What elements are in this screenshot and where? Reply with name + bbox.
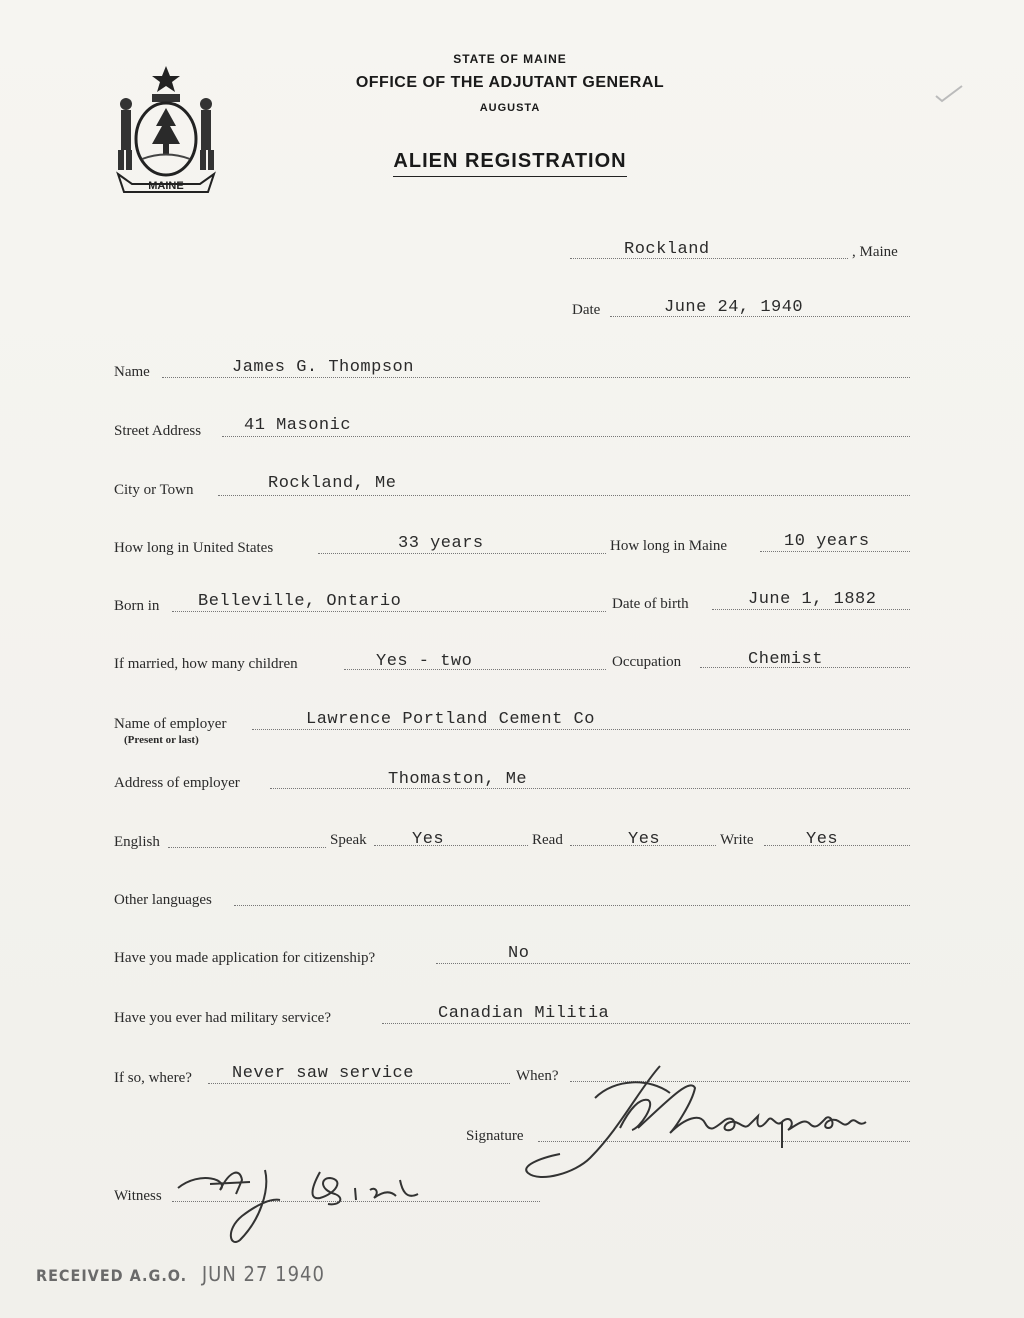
- english-line: [168, 847, 326, 848]
- when-label: When?: [516, 1068, 559, 1084]
- header-state: STATE OF MAINE: [453, 52, 567, 66]
- military-value[interactable]: Canadian Militia: [438, 1004, 610, 1023]
- citizenship-value[interactable]: No: [508, 944, 530, 963]
- how-long-maine-label: How long in Maine: [610, 538, 728, 554]
- born-in-line: [172, 611, 606, 612]
- city-value[interactable]: Rockland, Me: [268, 474, 397, 493]
- read-value[interactable]: Yes: [628, 830, 661, 849]
- dob-label: Date of birth: [612, 596, 689, 612]
- speak-value[interactable]: Yes: [412, 830, 445, 849]
- occupation-value[interactable]: Chemist: [748, 650, 823, 669]
- born-in-label: Born in: [114, 598, 160, 614]
- where-value[interactable]: Never saw service: [232, 1064, 414, 1083]
- citizenship-line: [436, 963, 910, 964]
- employer-label: Name of employer: [114, 716, 227, 732]
- place-value[interactable]: Rockland: [624, 240, 710, 259]
- witness-label: Witness: [114, 1188, 162, 1204]
- form-title: [300, 150, 720, 173]
- where-line: [208, 1083, 510, 1084]
- street-line: [222, 436, 910, 437]
- street-label: Street Address: [114, 423, 202, 439]
- born-in-value[interactable]: Belleville, Ontario: [198, 592, 402, 611]
- city-line: [218, 495, 910, 496]
- employer-address-value[interactable]: Thomaston, Me: [388, 770, 528, 789]
- dob-line: [712, 609, 910, 610]
- employer-value[interactable]: Lawrence Portland Cement Co: [306, 710, 595, 729]
- write-value[interactable]: Yes: [806, 830, 839, 849]
- how-long-us-label: How long in United States: [114, 540, 274, 556]
- married-label: If married, how many children: [114, 656, 298, 672]
- street-value[interactable]: 41 Masonic: [244, 416, 352, 435]
- married-value[interactable]: Yes - two: [376, 652, 473, 671]
- date-value[interactable]: June 24, 1940: [664, 298, 804, 317]
- how-long-maine-value[interactable]: 10 years: [784, 532, 870, 551]
- name-label: Name: [114, 364, 150, 380]
- employer-note: (Present or last): [124, 734, 199, 746]
- speak-line: [374, 845, 528, 846]
- other-languages-label: Other languages: [114, 892, 212, 908]
- received-stamp-date: JUN 27 1940: [201, 1262, 325, 1286]
- write-label: Write: [720, 832, 754, 848]
- check-mark-icon: [934, 84, 964, 104]
- city-label: City or Town: [114, 482, 194, 498]
- occupation-label: Occupation: [612, 654, 682, 670]
- name-value[interactable]: James G. Thompson: [232, 358, 414, 377]
- where-label: If so, where?: [114, 1070, 192, 1086]
- witness-handwriting[interactable]: [170, 1160, 440, 1250]
- name-line: [162, 377, 910, 378]
- how-long-us-line: [318, 553, 606, 554]
- citizenship-label: Have you made application for citizenship?: [114, 950, 376, 966]
- how-long-us-value[interactable]: 33 years: [398, 534, 484, 553]
- signature-handwriting[interactable]: [520, 1058, 880, 1188]
- military-label: Have you ever had military service?: [114, 1010, 331, 1026]
- maine-label: , Maine: [852, 244, 898, 260]
- english-label: English: [114, 834, 160, 850]
- employer-address-label: Address of employer: [114, 775, 240, 791]
- date-label: Date: [572, 302, 601, 318]
- header-city: AUGUSTA: [479, 102, 541, 114]
- header-office: OFFICE OF THE ADJUTANT GENERAL: [355, 74, 665, 91]
- received-stamp: [36, 1262, 325, 1286]
- dob-value[interactable]: June 1, 1882: [748, 590, 877, 609]
- maine-state-seal-icon: [112, 64, 220, 194]
- seal-ribbon-text: MAINE: [148, 180, 184, 192]
- employer-line: [252, 729, 910, 730]
- form-title-text: ALIEN REGISTRATION: [393, 150, 626, 177]
- received-stamp-label: RECEIVED A.G.O.: [36, 1266, 188, 1285]
- military-line: [382, 1023, 910, 1024]
- other-languages-line: [234, 905, 910, 906]
- employer-address-line: [270, 788, 910, 789]
- signature-label: Signature: [466, 1128, 524, 1144]
- speak-label: Speak: [330, 832, 367, 848]
- read-label: Read: [532, 832, 563, 848]
- how-long-maine-line: [760, 551, 910, 552]
